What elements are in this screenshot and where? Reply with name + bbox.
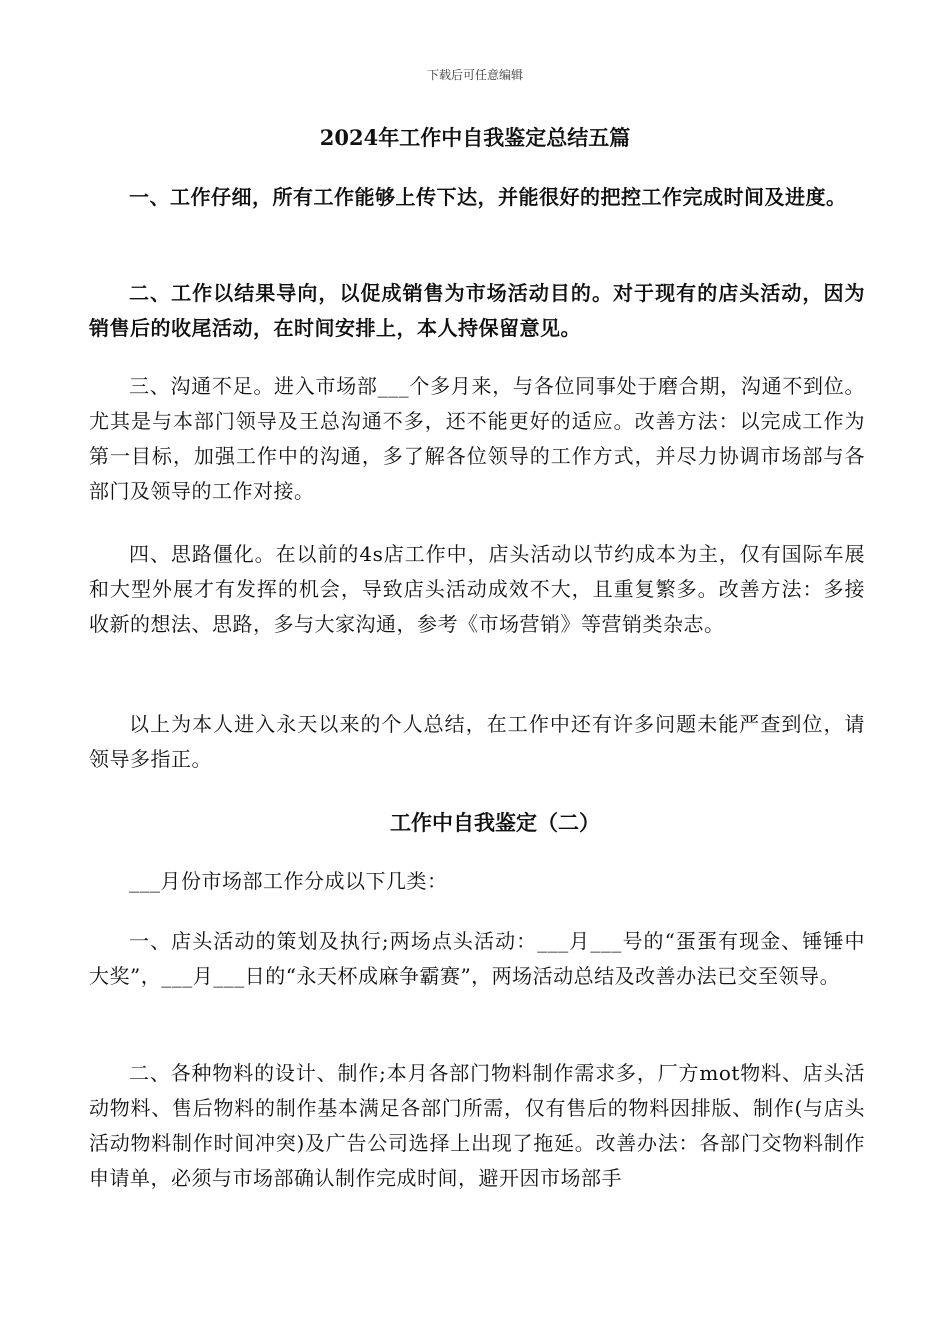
page-header: 下载后可任意编辑: [426, 68, 523, 82]
section-subtitle: 工作中自我鉴定（二）: [390, 810, 600, 835]
paragraph-1: 一、工作仔细，所有工作能够上传下达，并能很好的把控工作完成时间及进度。: [129, 185, 847, 209]
paragraph-7: 一、店头活动的策划及执行;两场点头活动：___月___号的“蛋蛋有现金、锤锤中大奖”，___月___日的“永天杯成麻争霸赛”，两场活动总结及改善办法已交至领导。: [89, 929, 865, 988]
document-title: 2024年工作中自我鉴定总结五篇: [319, 125, 631, 150]
paragraph-6: ___月份市场部工作分成以下几类：: [129, 869, 448, 893]
paragraph-5: 以上为本人进入永天以来的个人总结，在工作中还有许多问题未能严查到位，请领导多指正。: [89, 712, 865, 771]
paragraph-3: 三、沟通不足。进入市场部___个多月来，与各位同事处于磨合期，沟通不到位。尤其是与本部门领导及王总沟通不多，还不能更好的适应。改善方法：以完成工作为第一目标，加强工作中的沟通，多了解各位领导的工作方式，并尽力协调市场部与各部门及领导的工作对接。: [89, 374, 865, 503]
paragraph-2: 二、工作以结果导向，以促成销售为市场活动目的。对于现有的店头活动，因为销售后的收尾活动，在时间安排上，本人持保留意见。: [89, 281, 865, 340]
paragraph-4: 四、思路僵化。在以前的4s店工作中，店头活动以节约成本为主，仅有国际车展和大型外展才有发挥的机会，导致店头活动成效不大，且重复繁多。改善方法：多接收新的想法、思路，多与大家沟通，参考《市场营销》等营销类杂志。: [89, 542, 865, 636]
paragraph-8: 二、各种物料的设计、制作;本月各部门物料制作需求多，厂方mot物料、店头活动物料、售后物料的制作基本满足各部门所需，仅有售后的物料因排版、制作(与店头活动物料制作时间冲突)及广告公司选择上出现了拖延。改善办法：各部门交物料制作申请单，必须与市场部确认制作完成时间，避开因市场部手: [89, 1061, 865, 1190]
